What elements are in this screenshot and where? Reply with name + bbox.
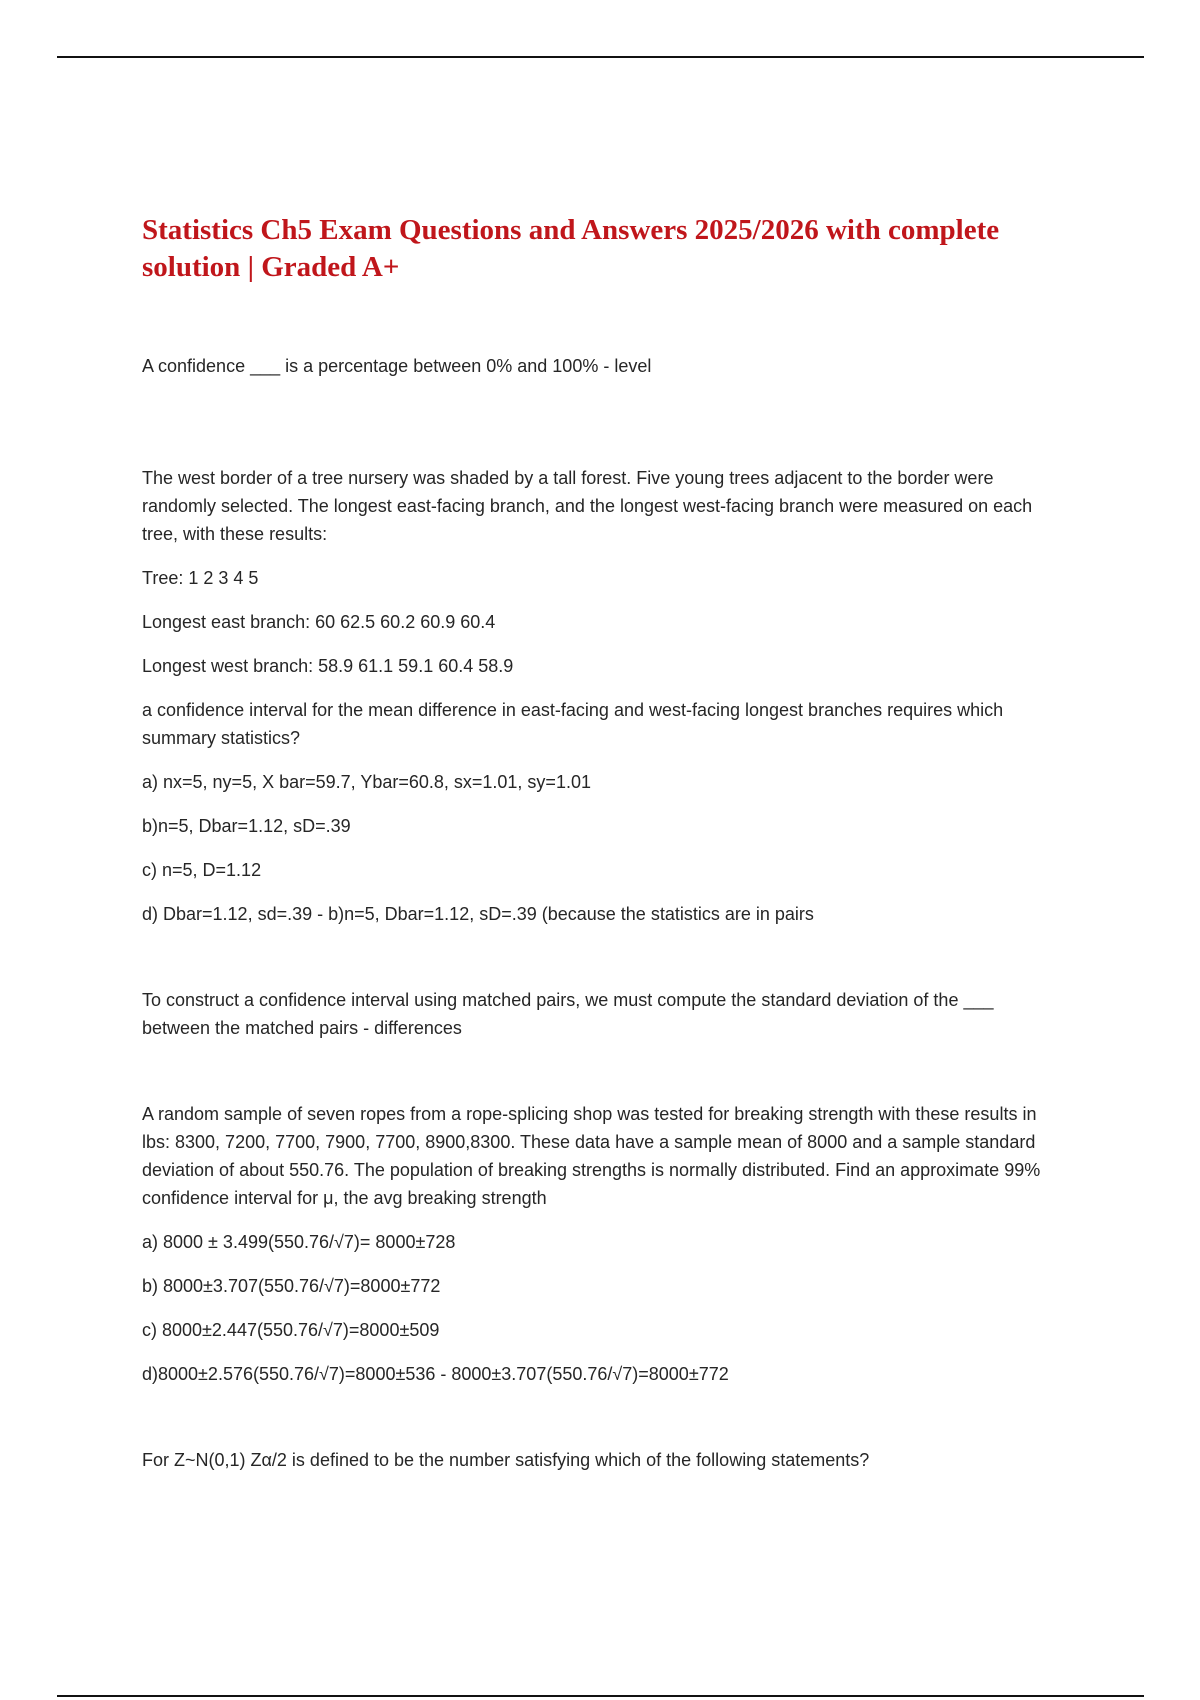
question-5: [142, 1446, 1062, 1474]
question-2-option-d: d) Dbar=1.12, sd=.39 - b)n=5, Dbar=1.12, sD=.39 (because the statistics are in pairs: [142, 904, 814, 924]
question-2-option-a: a) nx=5, ny=5, X bar=59.7, Ybar=60.8, sx=1.01, sy=1.01: [142, 772, 591, 792]
question-4-option-c: c) 8000±2.447(550.76/√7)=8000±509: [142, 1320, 440, 1340]
question-2-option-b: b)n=5, Dbar=1.12, sD=.39: [142, 816, 351, 836]
question-2-east-row: Longest east branch: 60 62.5 60.2 60.9 60.4: [142, 612, 496, 632]
document-title: Statistics Ch5 Exam Questions and Answers 2025/2026 with complete solution | Graded A+: [142, 214, 1000, 283]
question-2: [142, 464, 1062, 928]
question-4-intro: A random sample of seven ropes from a rope-splicing shop was tested for breaking strength with these results in lbs: 8300, 7200, 7700, 7900, 7700, 8900,8300. These data have a sample mean of 8000 and a sample standard deviation of about 550.76. The population of breaking strengths is normally distributed. Find an approximate 99% confidence interval for μ, the avg breaking strength: [142, 1104, 1041, 1208]
question-4: [142, 1100, 1062, 1388]
question-4-option-a: a) 8000 ± 3.499(550.76/√7)= 8000±728: [142, 1232, 456, 1252]
question-4-option-b: b) 8000±3.707(550.76/√7)=8000±772: [142, 1276, 441, 1296]
document-body: [142, 212, 1062, 1490]
footer-rule: [57, 1695, 1144, 1697]
spacer: [142, 1058, 1062, 1100]
question-1: [142, 352, 1062, 380]
spacer: [142, 944, 1062, 986]
spacer: [142, 1404, 1062, 1446]
question-4-option-d: d)8000±2.576(550.76/√7)=8000±536 - 8000±3.707(550.76/√7)=8000±772: [142, 1364, 729, 1384]
question-2-option-c: c) n=5, D=1.12: [142, 860, 262, 880]
question-2-prompt: a confidence interval for the mean difference in east-facing and west-facing longest branches requires which summary statistics?: [142, 700, 1004, 748]
question-2-west-row: Longest west branch: 58.9 61.1 59.1 60.4 58.9: [142, 656, 514, 676]
question-3: [142, 986, 1062, 1042]
question-2-intro: The west border of a tree nursery was shaded by a tall forest. Five young trees adjacent to the border were randomly selected. The longest east-facing branch, and the longest west-facing branch were measured on each tree, with these results:: [142, 468, 1033, 544]
question-2-tree-row: Tree: 1 2 3 4 5: [142, 568, 259, 588]
spacer: [142, 422, 1062, 464]
question-1-text: A confidence ___ is a percentage between 0% and 100% - level: [142, 356, 652, 376]
header-rule: [57, 56, 1144, 58]
question-3-text: To construct a confidence interval using matched pairs, we must compute the standard deviation of the ___ between the matched pairs - differences: [142, 990, 994, 1038]
question-5-text: For Z~N(0,1) Zα/2 is defined to be the number satisfying which of the following statements?: [142, 1450, 870, 1470]
